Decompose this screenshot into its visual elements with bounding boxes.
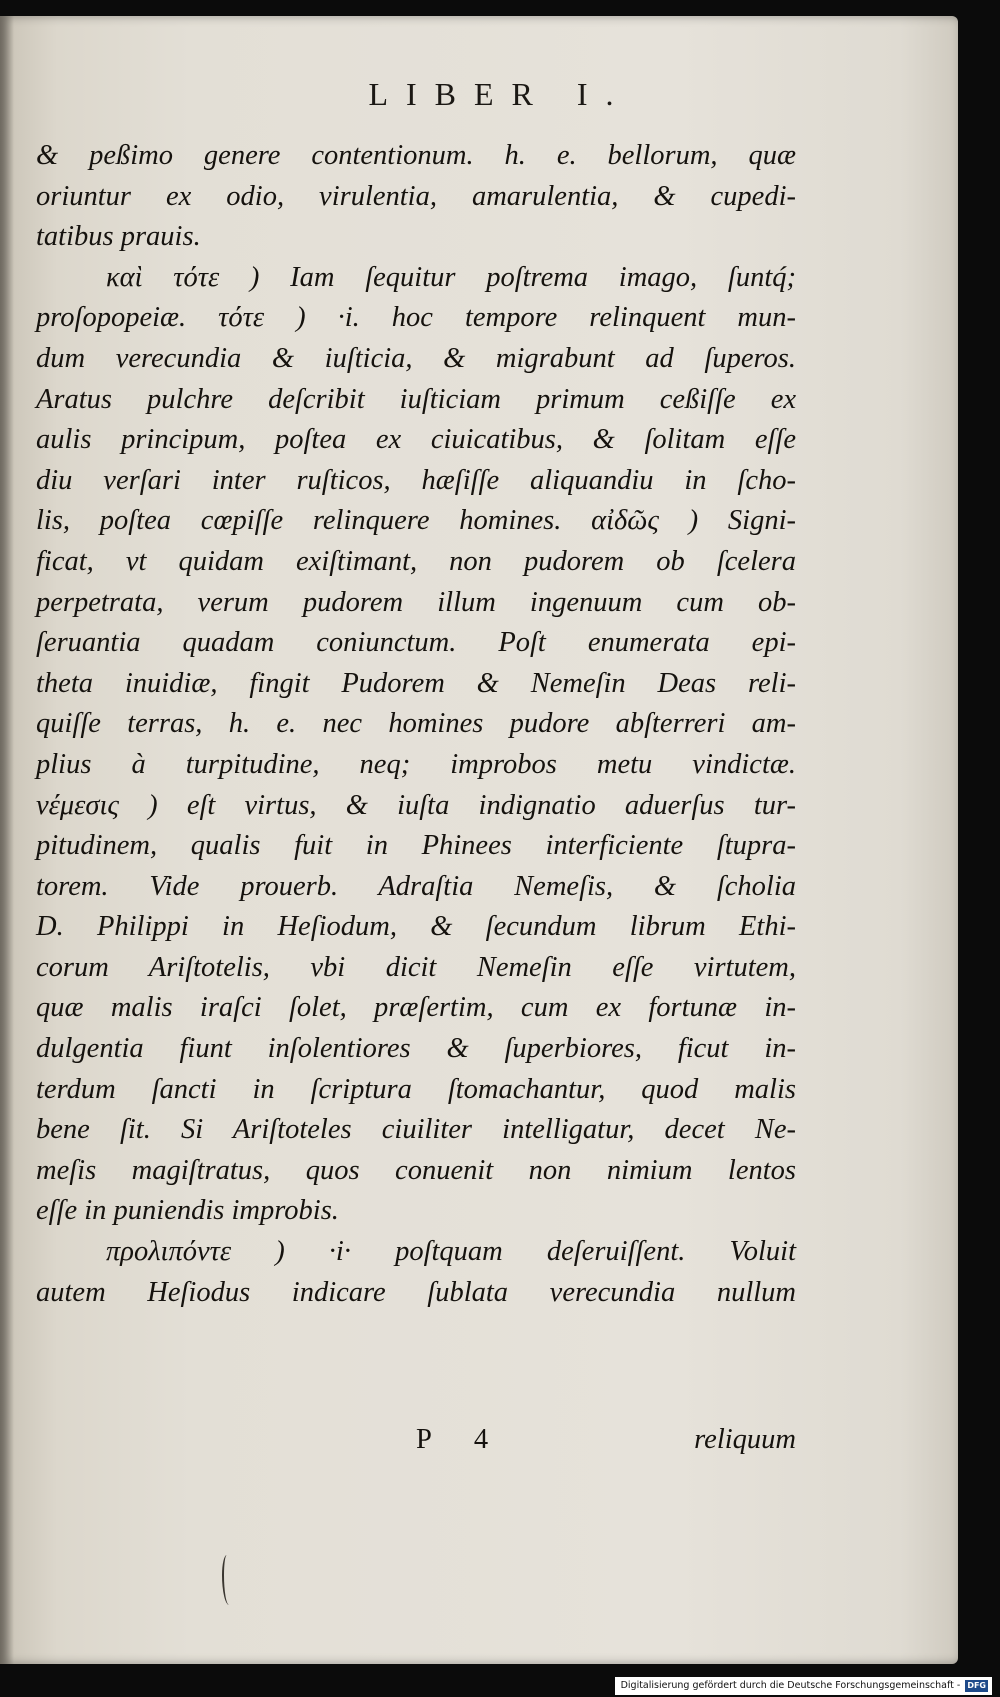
text-line: quæ malis iraſci ſolet, præſertim, cum ex fortunæ in-	[36, 992, 796, 1024]
text-line: corum Ariſtotelis, vbi dicit Nemeſin eſſe virtutem,	[36, 951, 796, 983]
text-line: meſis magiſtratus, quos conuenit non nimium lentos	[36, 1154, 796, 1186]
pencil-mark	[222, 1555, 234, 1605]
credit-text: Digitalisierung gefördert durch die Deutsche Forschungsgemeinschaft -	[620, 1680, 961, 1691]
dfg-logo: DFG	[967, 1681, 986, 1690]
digitization-credit	[615, 1677, 992, 1695]
text-line: autem Heſiodus indicare ſublata verecundia nullum	[36, 1276, 796, 1308]
text-line: eſſe in puniendis improbis.	[36, 1195, 339, 1227]
text-line: & peßimo genere contentionum. h. e. bellorum, quæ	[36, 140, 796, 171]
text-line: proſopopeiæ. τότε ) ·i. hoc tempore relinquent mun-	[36, 302, 796, 334]
catchword: reliquum	[694, 1424, 796, 1455]
text-line: plius à turpitudine, neq; improbos metu vindictæ.	[36, 748, 796, 780]
signature-mark: P 4	[416, 1424, 507, 1455]
text-line: pitudinem, qualis fuit in Phinees interficiente ſtupra-	[36, 830, 796, 862]
text-line: theta inuidiæ, fingit Pudorem & Nemeſin Deas reli-	[36, 667, 796, 699]
text-line: dulgentia fiunt inſolentiores & ſuperbiores, ficut in-	[36, 1033, 796, 1065]
text-line: oriuntur ex odio, virulentia, amarulentia, & cupedi-	[36, 180, 796, 212]
text-line: D. Philippi in Heſiodum, & ſecundum librum Ethi-	[36, 911, 796, 943]
text-line: dum verecundia & iuſticia, & migrabunt ad ſuperos.	[36, 342, 796, 374]
text-line: tatibus prauis.	[36, 221, 201, 253]
text-line: aulis principum, poſtea ex ciuicatibus, & ſolitam eſſe	[36, 424, 796, 456]
text-line: ficat, vt quidam exiſtimant, non pudorem ob ſcelera	[36, 545, 796, 577]
text-line: Aratus pulchre deſcribit iuſticiam primum ceßiſſe ex	[36, 383, 796, 415]
page-foot	[36, 1424, 796, 1464]
text-line: quiſſe terras, h. e. nec homines pudore abſterreri am-	[36, 708, 796, 740]
text-line: torem. Vide prouerb. Adraſtia Nemeſis, & ſcholia	[36, 870, 796, 902]
text-line: νέμεσις ) eſt virtus, & iuſta indignatio aduerſus tur-	[36, 789, 796, 821]
text-line: lis, poſtea cœpiſſe relinquere homines. αἰδῶς ) Signi-	[36, 505, 796, 537]
text-line: bene ſit. Si Ariſtoteles ciuiliter intelligatur, decet Ne-	[36, 1114, 796, 1146]
body-text	[36, 136, 796, 1313]
running-head: LIBER I.	[368, 76, 632, 112]
text-line: diu verſari inter ruſticos, hæſiſſe aliquandiu in ſcho-	[36, 464, 796, 496]
page-gutter-shadow	[0, 16, 14, 1664]
text-line: ſeruantia quadam coniunctum. Poſt enumerata epi-	[36, 627, 796, 659]
text-line: terdum ſancti in ſcriptura ſtomachantur, quod malis	[36, 1073, 796, 1105]
text-line: καὶ τότε ) Iam ſequitur poſtrema imago, ſuntq́;	[106, 261, 796, 293]
text-line: προλιπόντε ) ·i· poſtquam deſeruiſſent. Voluit	[106, 1236, 796, 1268]
text-line: perpetrata, verum pudorem illum ingenuum cum ob-	[36, 586, 796, 618]
